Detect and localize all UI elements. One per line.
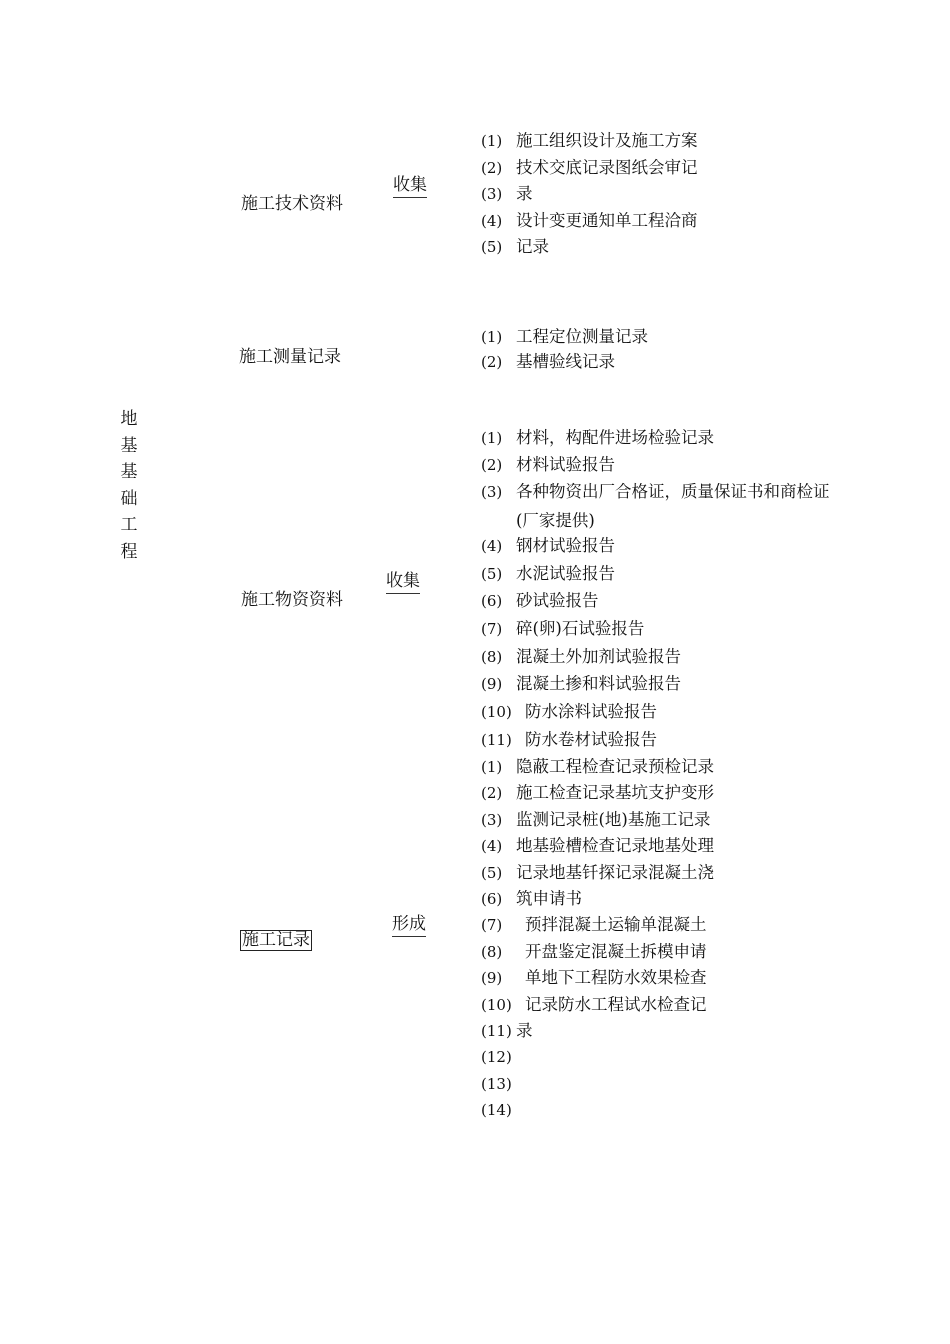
item-number: (4)	[481, 537, 503, 555]
list-item	[481, 452, 830, 479]
item-number: (7)	[481, 619, 503, 638]
item-text: 施工组织设计及施工方案	[516, 131, 698, 150]
item-text: 基槽验线记录	[516, 352, 615, 371]
tech-list	[481, 128, 698, 261]
item-number: (3)	[481, 810, 503, 829]
survey-label: 施工测量记录	[239, 347, 341, 367]
list-item	[481, 181, 698, 208]
item-number: (6)	[481, 592, 503, 611]
list-item	[481, 1097, 714, 1123]
item-text: 记录	[516, 237, 549, 256]
records-label: 施工记录	[242, 930, 310, 950]
item-text: 材料，构配件进场检验记录	[516, 428, 714, 447]
item-number: (4)	[481, 211, 503, 230]
title-char: 地	[120, 409, 138, 429]
item-number: (2)	[481, 455, 503, 474]
item-text: 材料试验报告	[516, 454, 615, 474]
item-text: 碎(卵)石试验报告	[516, 618, 645, 638]
list-item	[481, 807, 714, 833]
materials-label: 施工物资资料	[241, 590, 343, 610]
item-text: 地基验槽检查记录地基处理	[516, 836, 714, 856]
item-number: (11)	[481, 730, 512, 749]
records-action: 形成	[392, 913, 426, 937]
item-number: (3)	[481, 185, 503, 203]
item-text: 预拌混凝土运输单混凝土	[525, 915, 707, 935]
item-text: 隐蔽工程检查记录预检记录	[516, 757, 714, 776]
item-text: 防水涂料试验报告	[525, 701, 657, 721]
item-text: 设计变更通知单工程洽商	[516, 210, 698, 230]
item-text: 录	[516, 184, 533, 203]
records-list	[481, 754, 714, 1123]
item-number: (1)	[481, 132, 503, 150]
list-item	[481, 643, 830, 671]
item-number: (8)	[481, 647, 503, 666]
item-number: (1)	[481, 758, 503, 776]
item-number: (5)	[481, 564, 503, 583]
list-item	[481, 208, 698, 235]
item-text: 技术交底记录图纸会审记	[516, 157, 698, 177]
item-text: 钢材试验报告	[516, 536, 615, 555]
list-item	[481, 349, 648, 374]
item-text: 施工检查记录基坑支护变形	[516, 783, 714, 803]
item-number: (2)	[481, 784, 503, 803]
item-number: (3)	[481, 483, 503, 501]
item-text: 单地下工程防水效果检查	[525, 968, 707, 988]
list-item	[481, 615, 830, 643]
item-number: (9)	[481, 969, 503, 988]
item-text: 监测记录桩(地)基施工记录	[516, 809, 711, 829]
item-number: (10)	[481, 995, 512, 1014]
list-item	[481, 912, 714, 938]
item-number: (13)	[481, 1074, 512, 1093]
materials-action: 收集	[386, 570, 420, 594]
item-text-continuation: (厂家提供)	[516, 510, 595, 530]
list-item	[481, 992, 714, 1018]
list-item	[481, 128, 698, 155]
vertical-title	[119, 406, 139, 565]
title-char: 工	[120, 515, 138, 535]
item-text: 录	[516, 1020, 533, 1040]
item-number: (8)	[481, 942, 503, 961]
item-text: 工程定位测量记录	[516, 327, 648, 346]
item-text: 各种物资出厂合格证，质量保证书和商检证	[516, 482, 830, 501]
item-number: (2)	[481, 353, 503, 371]
item-number: (4)	[481, 837, 503, 856]
item-number: (10)	[481, 702, 512, 721]
item-text: 记录防水工程试水检查记	[525, 994, 707, 1014]
list-item	[481, 324, 648, 349]
list-item	[481, 533, 830, 560]
item-number: (5)	[481, 238, 503, 256]
tech-label: 施工技术资料	[241, 194, 343, 214]
list-item	[481, 1071, 714, 1097]
item-number: (14)	[481, 1101, 512, 1120]
materials-list	[481, 425, 830, 753]
list-item	[481, 726, 830, 754]
list-item	[481, 425, 830, 452]
title-char: 程	[120, 541, 138, 562]
item-number: (9)	[481, 675, 503, 694]
title-char: 础	[120, 488, 138, 509]
tech-action: 收集	[393, 174, 427, 198]
item-number: (7)	[481, 916, 503, 935]
list-item	[481, 560, 830, 588]
title-char: 基	[120, 462, 138, 482]
survey-list	[481, 324, 648, 374]
list-item	[481, 860, 714, 886]
item-text: 砂试验报告	[516, 591, 599, 611]
list-item	[481, 754, 714, 780]
list-item	[481, 1018, 714, 1044]
item-text: 记录地基钎探记录混凝土浇	[516, 862, 714, 882]
item-text: 混凝土掺和料试验报告	[516, 674, 681, 694]
item-number: (1)	[481, 429, 503, 447]
list-item	[481, 965, 714, 991]
list-item	[481, 587, 830, 615]
item-number: (6)	[481, 889, 503, 908]
item-text: 防水卷材试验报告	[525, 729, 657, 749]
list-item	[481, 155, 698, 182]
list-item	[481, 780, 714, 806]
title-char: 基	[120, 435, 138, 456]
list-item	[481, 698, 830, 726]
item-number: (11)	[481, 1021, 512, 1040]
item-number: (5)	[481, 863, 503, 882]
list-item	[481, 833, 714, 859]
list-item	[481, 670, 830, 698]
list-item	[481, 1044, 714, 1070]
list-item	[481, 886, 714, 912]
item-text: 水泥试验报告	[516, 563, 615, 583]
item-number: (12)	[481, 1048, 512, 1067]
list-item	[481, 939, 714, 965]
item-number: (1)	[481, 328, 503, 346]
item-text: 筑申请书	[516, 888, 582, 908]
item-text: 开盘鉴定混凝土拆模申请	[525, 941, 707, 961]
list-item	[481, 478, 830, 533]
item-number: (2)	[481, 158, 503, 177]
item-text: 混凝土外加剂试验报告	[516, 646, 681, 666]
list-item	[481, 234, 698, 261]
